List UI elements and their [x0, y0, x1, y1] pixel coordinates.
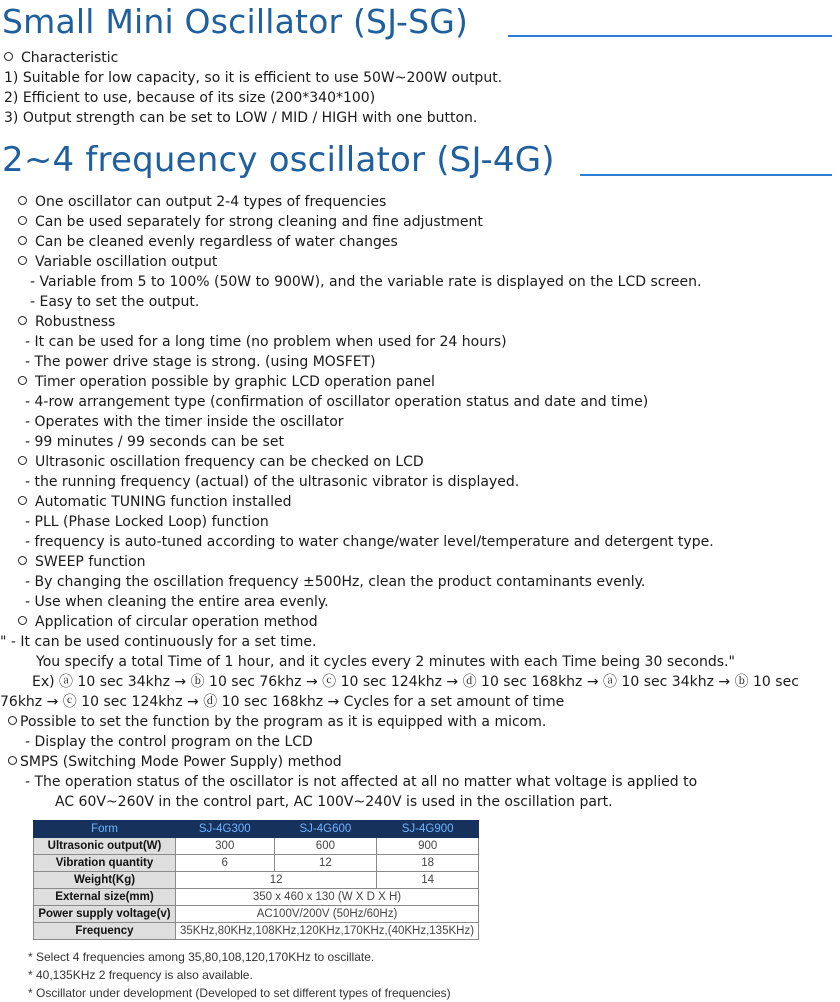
list-item: [0, 492, 840, 512]
table-header-row: [34, 821, 479, 838]
table-row: [34, 906, 479, 923]
table-cell: 35KHz,80KHz,108KHz,120KHz,170KHz,(40KHz,135KHz): [176, 923, 479, 940]
list-item: [0, 372, 840, 392]
item-text: Application of circular operation method: [35, 614, 318, 630]
table-cell: 12: [176, 872, 377, 889]
table-cell: AC100V/200V (50Hz/60Hz): [176, 906, 479, 923]
item-text: Possible to set the function by the program as it is equipped with a micom.: [20, 714, 547, 730]
circle-bullet-icon: [8, 716, 17, 725]
circle-bullet-icon: [18, 556, 27, 565]
list-subitem: - PLL (Phase Locked Loop) function: [25, 514, 269, 530]
circle-bullet-icon: [18, 316, 27, 325]
table-header: SJ-4G600: [274, 821, 377, 838]
footnotes: [28, 948, 451, 1002]
item-text: Robustness: [35, 314, 116, 330]
circle-bullet-icon: [4, 52, 13, 61]
section1-list: [0, 48, 840, 128]
item-text: Variable oscillation output: [35, 254, 218, 270]
list-item: [0, 252, 840, 272]
list-item: [0, 312, 840, 332]
list-subitem: - frequency is auto-tuned according to water change/water level/temperature and detergent type.: [25, 534, 714, 550]
table-cell: 300: [176, 838, 275, 855]
list-subitem: - By changing the oscillation frequency ±500Hz, clean the product contaminants evenly.: [25, 574, 646, 590]
table-cell: 350 x 460 x 130 (W X D X H): [176, 889, 479, 906]
table-row: [34, 855, 479, 872]
circle-bullet-icon: [8, 756, 17, 765]
list-subitem: - Variable from 5 to 100% (50W to 900W), and the variable rate is displayed on the LCD screen.: [30, 274, 702, 290]
list-item: [0, 452, 840, 472]
table-cell: 18: [377, 855, 479, 872]
row-label: External size(mm): [34, 889, 176, 906]
list-subitem: - The power drive stage is strong. (using MOSFET): [25, 354, 376, 370]
quote-line: " - It can be used continuously for a set time.: [0, 634, 317, 650]
item-text: Automatic TUNING function installed: [35, 494, 292, 510]
title-underline: [508, 35, 832, 37]
list-item: [0, 712, 840, 732]
quote-line: You specify a total Time of 1 hour, and it cycles every 2 minutes with each Time being 30 seconds.": [36, 654, 735, 670]
row-label: Ultrasonic output(W): [34, 838, 176, 855]
item-text: SWEEP function: [35, 554, 146, 570]
list-subitem: - Operates with the timer inside the oscillator: [25, 414, 344, 430]
item-text: Ultrasonic oscillation frequency can be checked on LCD: [35, 454, 424, 470]
item-text: One oscillator can output 2-4 types of frequencies: [35, 194, 387, 210]
spec-table: [33, 820, 479, 940]
list-item: [0, 552, 840, 572]
item-text: Can be used separately for strong cleaning and fine adjustment: [35, 214, 483, 230]
list-item: [0, 752, 840, 772]
list-item: 2) Efficient to use, because of its size (200*340*100): [4, 90, 376, 106]
list-subitem: - the running frequency (actual) of the ultrasonic vibrator is displayed.: [25, 474, 520, 490]
item-text: Can be cleaned evenly regardless of water changes: [35, 234, 398, 250]
list-subitem: - The operation status of the oscillator is not affected at all no matter what voltage is applied to: [25, 774, 698, 790]
circle-bullet-icon: [18, 256, 27, 265]
list-subitem: - Use when cleaning the entire area evenly.: [25, 594, 329, 610]
example-line: 76khz → ⓒ 10 sec 124khz → ⓓ 10 sec 168khz → Cycles for a set amount of time: [0, 694, 565, 710]
row-label: Frequency: [34, 923, 176, 940]
list-subitem: - It can be used for a long time (no problem when used for 24 hours): [25, 334, 507, 350]
table-cell: 900: [377, 838, 479, 855]
footnote: * 40,135KHz 2 frequency is also available.: [28, 968, 253, 982]
row-label: Weight(Kg): [34, 872, 176, 889]
table-row: [34, 889, 479, 906]
table-cell: 600: [274, 838, 377, 855]
circle-bullet-icon: [18, 216, 27, 225]
list-item: [0, 192, 840, 212]
table-header: SJ-4G300: [176, 821, 275, 838]
section1-title: Small Mini Oscillator (SJ-SG): [2, 2, 469, 41]
list-subitem: - 99 minutes / 99 seconds can be set: [25, 434, 284, 450]
table-cell: 14: [377, 872, 479, 889]
list-item: 1) Suitable for low capacity, so it is efficient to use 50W~200W output.: [4, 70, 503, 86]
list-subitem: - Display the control program on the LCD: [25, 734, 313, 750]
list-subitem: - Easy to set the output.: [30, 294, 200, 310]
table-cell: 6: [176, 855, 275, 872]
circle-bullet-icon: [18, 376, 27, 385]
title-underline: [580, 174, 832, 176]
table-cell: 12: [274, 855, 377, 872]
circle-bullet-icon: [18, 236, 27, 245]
footnote: * Oscillator under development (Developed to set different types of frequencies): [28, 986, 451, 1000]
list-item: [0, 212, 840, 232]
row-label: Vibration quantity: [34, 855, 176, 872]
circle-bullet-icon: [18, 496, 27, 505]
circle-bullet-icon: [18, 196, 27, 205]
table-header: Form: [34, 821, 176, 838]
table-row: [34, 838, 479, 855]
circle-bullet-icon: [18, 456, 27, 465]
table-row: [34, 923, 479, 940]
characteristic-heading: Characteristic: [21, 50, 119, 66]
table-header: SJ-4G900: [377, 821, 479, 838]
list-item: 3) Output strength can be set to LOW / MID / HIGH with one button.: [4, 110, 478, 126]
section2-title: 2~4 frequency oscillator (SJ-4G): [2, 140, 555, 180]
list-item: [0, 232, 840, 252]
list-item: [0, 48, 840, 68]
list-subitem: AC 60V~260V in the control part, AC 100V~240V is used in the oscillation part.: [55, 794, 613, 810]
circle-bullet-icon: [18, 616, 27, 625]
example-line: Ex) ⓐ 10 sec 34khz → ⓑ 10 sec 76khz → ⓒ 10 sec 124khz → ⓓ 10 sec 168khz → ⓐ 10 sec 34khz → ⓑ 10 sec: [32, 674, 799, 690]
list-item: [0, 612, 840, 632]
table-row: [34, 872, 479, 889]
list-subitem: - 4-row arrangement type (confirmation of oscillator operation status and date and time): [25, 394, 649, 410]
row-label: Power supply voltage(v): [34, 906, 176, 923]
item-text: Timer operation possible by graphic LCD operation panel: [35, 374, 435, 390]
item-text: SMPS (Switching Mode Power Supply) method: [20, 754, 342, 770]
footnote: * Select 4 frequencies among 35,80,108,120,170KHz to oscillate.: [28, 950, 375, 964]
section2-list: [0, 192, 840, 812]
